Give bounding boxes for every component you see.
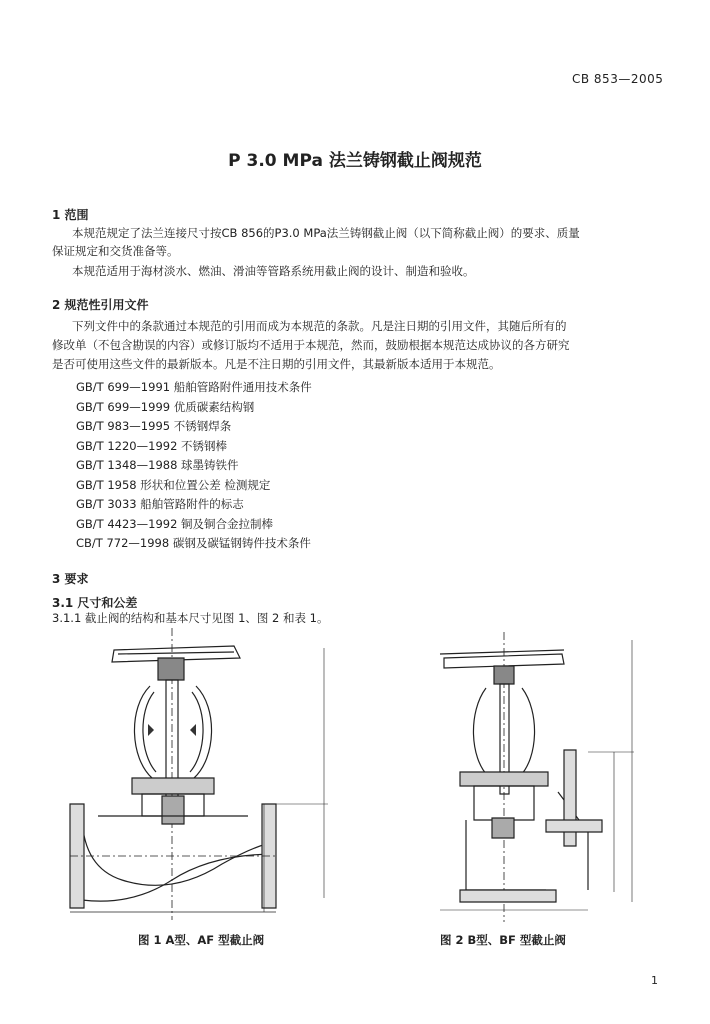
section-1-heading: 1 范围 — [52, 208, 89, 222]
figure-2-caption: 图 2 B型、BF 型截止阀 — [440, 933, 566, 947]
section-3-1-1-text: 3.1.1 截止阀的结构和基本尺寸见图 1、图 2 和表 1。 — [52, 611, 329, 625]
section-2-intro-line-1: 下列文件中的条款通过本规范的引用而成为本规范的条款。凡是注日期的引用文件，其随后所有的 — [72, 319, 567, 333]
section-3-1-heading: 3.1 尺寸和公差 — [52, 596, 138, 610]
page-title: P 3.0 MPa 法兰铸钢截止阀规范 — [228, 151, 482, 171]
reference-item: GB/T 4423—1992 铜及铜合金拉制棒 — [76, 516, 274, 531]
reference-item: CB/T 772—1998 碳钢及碳锰钢铸件技术条件 — [76, 536, 311, 550]
reference-item: GB/T 983—1995 不锈钢焊条 — [76, 419, 232, 433]
reference-item: GB/T 699—1991 船舶管路附件通用技术条件 — [76, 380, 312, 394]
page-number: 1 — [651, 974, 658, 987]
section-2-intro-line-3: 是否可使用这些文件的最新版本。凡是不注日期的引用文件，其最新版本适用于本规范。 — [52, 357, 501, 371]
standard-number: CB 853—2005 — [572, 72, 664, 86]
reference-item: GB/T 3033 船舶管路附件的标志 — [76, 497, 244, 511]
figure-1-valve-drawing — [62, 628, 352, 920]
reference-item: GB/T 699—1999 优质碳素结构钢 — [76, 399, 255, 414]
section-1-paragraph-1-line-2: 保证规定和交货准备等。 — [52, 244, 179, 258]
reference-item: GB/T 1348—1988 球墨铸铁件 — [76, 458, 239, 472]
section-3-heading: 3 要求 — [52, 572, 89, 586]
section-2-intro-line-2: 修改单（不包含勘误的内容）或修订版均不适用于本规范，然而，鼓励根据本规范达成协议的各方研究 — [52, 338, 570, 352]
figure-1-caption: 图 1 A型、AF 型截止阀 — [138, 933, 265, 947]
section-1-paragraph-2: 本规范适用于海材淡水、燃油、滑油等管路系统用截止阀的设计、制造和验收。 — [72, 264, 475, 278]
reference-item: GB/T 1958 形状和位置公差 检测规定 — [76, 477, 271, 492]
figure-2-valve-drawing — [438, 632, 658, 922]
section-2-heading: 2 规范性引用文件 — [52, 298, 149, 312]
section-1-paragraph-1-line-1: 本规范规定了法兰连接尺寸按CB 856的P3.0 MPa法兰铸钢截止阀（以下简称截止阀）的要求、质量 — [72, 226, 580, 240]
reference-list — [76, 378, 312, 554]
reference-item: GB/T 1220—1992 不锈钢棒 — [76, 438, 228, 453]
